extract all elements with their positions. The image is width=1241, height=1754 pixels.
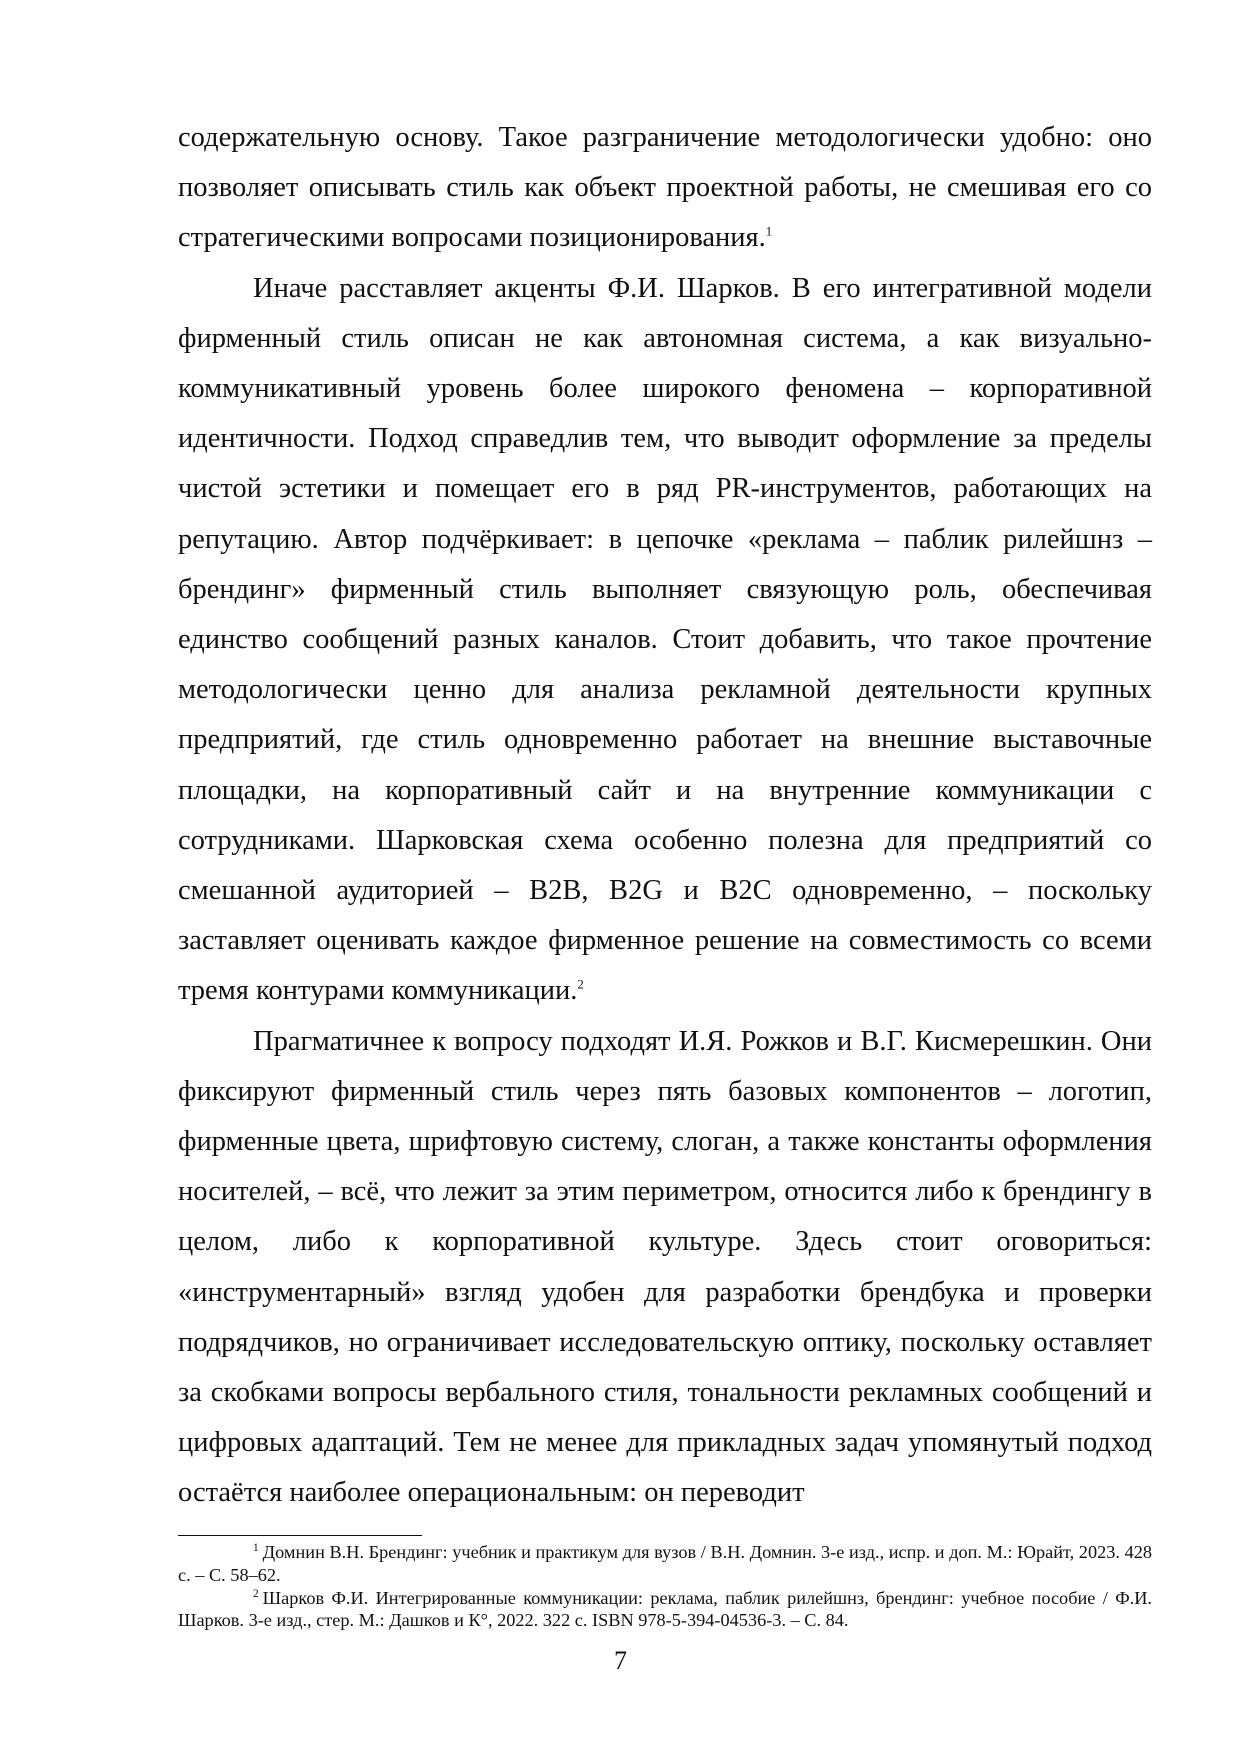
paragraph-text: содержательную основу. Такое разграничение методологически удобно: оно позволяет описывать стиль как объект проектной работы, не смешивая его со стратегическими вопросами позиционирования.: [178, 122, 1152, 254]
footnote-separator: [178, 1535, 422, 1536]
footnote-text: Домнин В.Н. Брендинг: учебник и практикум для вузов / В.Н. Домнин. 3-е изд., испр. и доп. М.: Юрайт, 2023. 428 с. – С. 58–62.: [178, 1542, 1152, 1585]
footnote-number: 2: [253, 1587, 259, 1600]
page-number: 7: [614, 1646, 627, 1675]
footnote-ref-2[interactable]: 2: [577, 977, 584, 992]
paragraph-sharkov: [178, 264, 1152, 1017]
paragraph-continued: [178, 113, 1152, 264]
footnotes: [178, 1541, 1152, 1632]
footnote-ref-1[interactable]: 1: [765, 224, 773, 239]
paragraph-text: Иначе расставляет акценты Ф.И. Шарков. В его интегративной модели фирменный стиль описан не как автономная система, а как визуально-коммуникативный уровень более широкого феномена – корпоративной идентичности. Подход справедлив тем, что выводит оформление за пределы чистой эстетики и помещает его в ряд PR-инструментов, работающих на репутацию. Автор подчёркивает: в цепочке «реклама – паблик рилейшнз – брендинг» фирменный стиль выполняет связующую роль, обеспечивая единство сообщений разных каналов. Стоит добавить, что такое прочтение методологически ценно для анализа рекламной деятельности крупных предприятий, где стиль одновременно работает на внешние выставочные площадки, на корпоративный сайт и на внутренние коммуникации с сотрудниками. Шарковская схема особенно полезна для предприятий со смешанной аудиторией – B2B, B2G и B2C одновременно, – поскольку заставляет оценивать каждое фирменное решение на совместимость со всеми тремя контурами коммуникации.: [178, 272, 1152, 1007]
body-text: [178, 113, 1152, 1519]
paragraph-rozhkov: [178, 1017, 1152, 1519]
footnote-text: Шарков Ф.И. Интегрированные коммуникации: реклама, паблик рилейшнз, брендинг: учебное пособие / Ф.И. Шарков. 3-е изд., стер. М.: Дашков и К°, 2022. 322 с. ISBN 978-5-394-04536-3. – С. 84.: [178, 1587, 1152, 1631]
footnote-2: [178, 1587, 1152, 1633]
footnote-number: 1: [253, 1541, 259, 1554]
paragraph-text: Прагматичнее к вопросу подходят И.Я. Рожков и В.Г. Кисмерешкин. Они фиксируют фирменный стиль через пять базовых компонентов – логотип, фирменные цвета, шрифтовую систему, слоган, а также константы оформления носителей, – всё, что лежит за этим периметром, относится либо к брендингу в целом, либо к корпоративной культуре. Здесь стоит оговориться: «инструментарный» взгляд удобен для разработки брендбука и проверки подрядчиков, но ограничивает исследовательскую оптику, поскольку оставляет за скобками вопросы вербального стиля, тональности рекламных сообщений и цифровых адаптаций. Тем не менее для прикладных задач упомянутый подход остаётся наиболее операциональным: он переводит: [178, 1025, 1152, 1509]
footnote-1: [178, 1541, 1152, 1587]
